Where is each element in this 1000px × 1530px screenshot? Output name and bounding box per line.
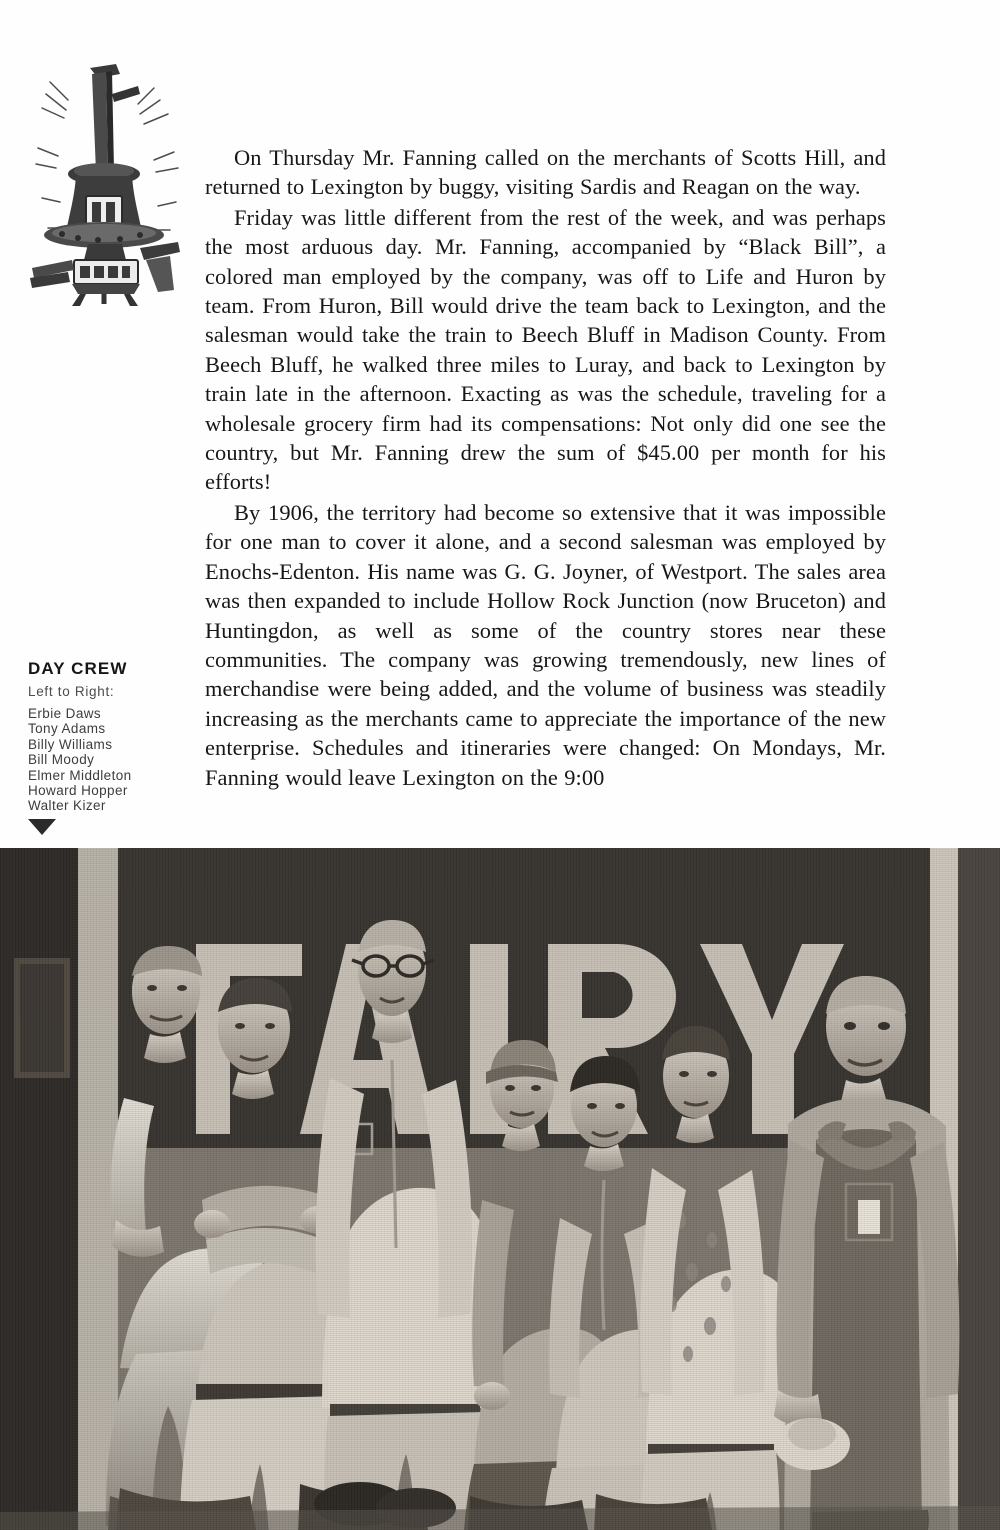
photo-caption-block (28, 660, 188, 835)
list-item: Elmer Middleton (28, 767, 132, 783)
list-item: Tony Adams (28, 721, 106, 737)
pot-belly-stove-illustration (28, 52, 188, 307)
day-crew-group-photo (0, 848, 1000, 1530)
triangle-down-icon (28, 819, 56, 835)
list-item: Erbie Daws (28, 706, 102, 721)
body-paragraph-3: By 1906, the territory had become so extensive that it was impossible for one man to cover it alone, and a second salesman was employed by Enochs-Edenton. His name was G. G. Joyner, of Westport. The sales area was then expanded to include Hollow Rock Junction (now Bruceton) and Huntingdon, as well as some of the country stores near these communities. The company was growing tremendously, new lines of merchandise were being added, and the volume of business was steadily increasing as the merchants came to appreciate the importance of the new enterprise. Schedules and itineraries were changed: On Mondays, Mr. Fanning would leave Lexington on the 9:00 (205, 499, 886, 790)
body-paragraph-1: On Thursday Mr. Fanning called on the merchants of Scotts Hill, and returned to Lexington by buggy, visiting Sardis and Reagan on the way. (205, 145, 886, 200)
article-body (205, 143, 886, 792)
list-item: Bill Moody (28, 752, 95, 768)
list-item: Billy Williams (28, 736, 113, 752)
list-item: Howard Hopper (28, 783, 128, 799)
list-item: Walter Kizer (28, 798, 106, 814)
caption-title: DAY CREW (28, 659, 128, 678)
body-paragraph-2: Friday was little different from the rest of the week, and was perhaps the most arduous day. Mr. Fanning, accompanied by “Black Bill”, a colored man employed by the company, was off to Life and Huron by team. From Huron, Bill would drive the team back to Lexington, and the salesman would take the train to Beech Bluff in Madison County. From Beech Bluff, he walked three miles to Luray, and back to Lexington by train late in the afternoon. Exacting as was the schedule, traveling for a wholesale grocery firm had its compensations: Not only did one see the country, but Mr. Fanning drew the sum of $45.00 per month for his efforts! (205, 204, 886, 495)
caption-subtitle: Left to Right: (28, 684, 115, 699)
caption-name-list (28, 706, 188, 814)
